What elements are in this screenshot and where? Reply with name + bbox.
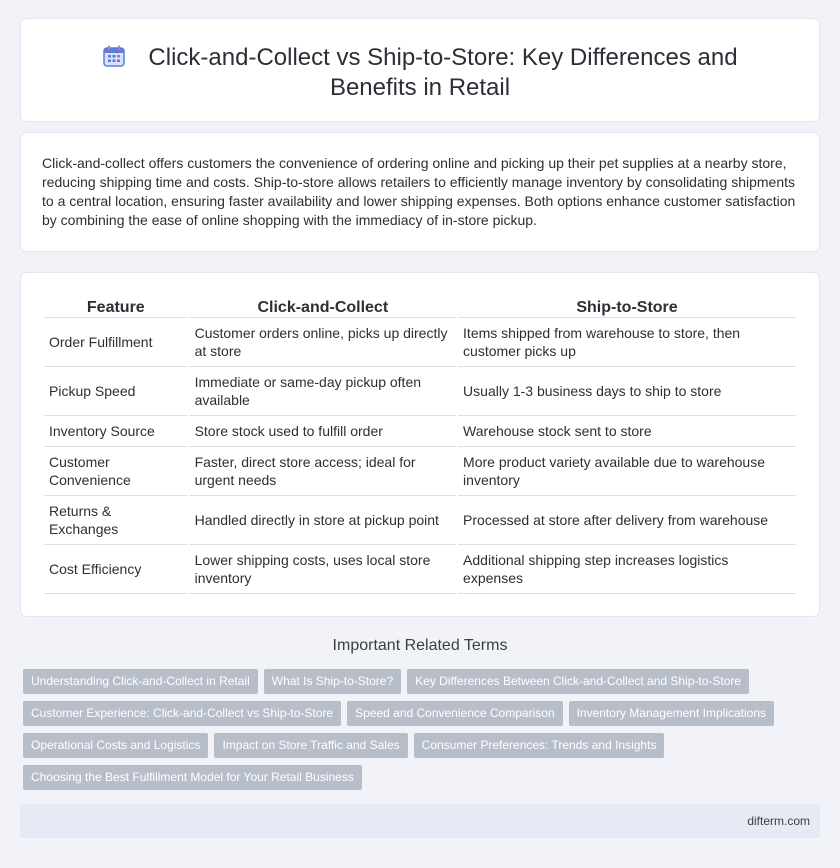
ship-to-store-cell: More product variety available due to warehouse inventory xyxy=(458,447,796,496)
table-row xyxy=(44,447,796,496)
comparison-table xyxy=(42,294,798,594)
header-click-and-collect: Click-and-Collect xyxy=(190,294,456,318)
feature-cell: Pickup Speed xyxy=(44,367,188,416)
related-term-tag[interactable]: What Is Ship-to-Store? xyxy=(264,669,401,694)
ship-to-store-cell: Processed at store after delivery from warehouse xyxy=(458,496,796,545)
tag-row xyxy=(23,733,803,765)
ship-to-store-cell: Usually 1-3 business days to ship to store xyxy=(458,367,796,416)
click-and-collect-cell: Lower shipping costs, uses local store inventory xyxy=(190,545,456,594)
related-term-tag[interactable]: Inventory Management Implications xyxy=(569,701,774,726)
title-wrap xyxy=(21,43,819,103)
related-term-tag[interactable]: Operational Costs and Logistics xyxy=(23,733,208,758)
feature-cell: Order Fulfillment xyxy=(44,318,188,367)
click-and-collect-cell: Faster, direct store access; ideal for urgent needs xyxy=(190,447,456,496)
site-link[interactable]: difterm.com xyxy=(747,814,810,828)
tag-row xyxy=(23,765,803,797)
click-and-collect-cell: Customer orders online, picks up directly at store xyxy=(190,318,456,367)
table-row xyxy=(44,318,796,367)
feature-cell: Cost Efficiency xyxy=(44,545,188,594)
related-term-tag[interactable]: Customer Experience: Click-and-Collect vs Ship-to-Store xyxy=(23,701,341,726)
table-row xyxy=(44,367,796,416)
feature-cell: Inventory Source xyxy=(44,416,188,447)
header-ship-to-store: Ship-to-Store xyxy=(458,294,796,318)
related-terms-title: Important Related Terms xyxy=(332,637,508,654)
click-and-collect-cell: Store stock used to fulfill order xyxy=(190,416,456,447)
comparison-card xyxy=(20,272,820,617)
table-row xyxy=(44,496,796,545)
calendar-icon xyxy=(102,44,126,68)
page-title: Click-and-Collect vs Ship-to-Store: Key Differences and Benefits in Retail xyxy=(148,44,738,101)
click-and-collect-cell: Handled directly in store at pickup point xyxy=(190,496,456,545)
ship-to-store-cell: Items shipped from warehouse to store, then customer picks up xyxy=(458,318,796,367)
intro-paragraph: Click-and-collect offers customers the convenience of ordering online and picking up their pet supplies at a nearby store, reducing shipping time and costs. Ship-to-store allows retailers to efficiently manage inventory by consolidating shipments to a central location, ensuring faster availability and lower shipping expenses. Both options enhance customer satisfaction by combining the ease of online shopping with the immediacy of in-store pickup. xyxy=(42,155,796,228)
header-feature: Feature xyxy=(44,294,188,318)
related-term-tag[interactable]: Understanding Click-and-Collect in Retail xyxy=(23,669,258,694)
related-term-tag[interactable]: Choosing the Best Fulfillment Model for Your Retail Business xyxy=(23,765,362,790)
table-row xyxy=(44,416,796,447)
related-term-tag[interactable]: Key Differences Between Click-and-Collect and Ship-to-Store xyxy=(407,669,749,694)
related-term-tag[interactable]: Impact on Store Traffic and Sales xyxy=(214,733,407,758)
title-card xyxy=(20,18,820,122)
related-term-tag[interactable]: Speed and Convenience Comparison xyxy=(347,701,562,726)
ship-to-store-cell: Additional shipping step increases logistics expenses xyxy=(458,545,796,594)
table-header-row xyxy=(44,294,796,318)
footer xyxy=(20,804,820,838)
feature-cell: Customer Convenience xyxy=(44,447,188,496)
table-row xyxy=(44,545,796,594)
related-terms-tags xyxy=(23,669,803,797)
tag-row xyxy=(23,669,803,701)
related-term-tag[interactable]: Consumer Preferences: Trends and Insights xyxy=(414,733,665,758)
feature-cell: Returns & Exchanges xyxy=(44,496,188,545)
click-and-collect-cell: Immediate or same-day pickup often available xyxy=(190,367,456,416)
tag-row xyxy=(23,701,803,733)
intro-card xyxy=(20,132,820,252)
ship-to-store-cell: Warehouse stock sent to store xyxy=(458,416,796,447)
